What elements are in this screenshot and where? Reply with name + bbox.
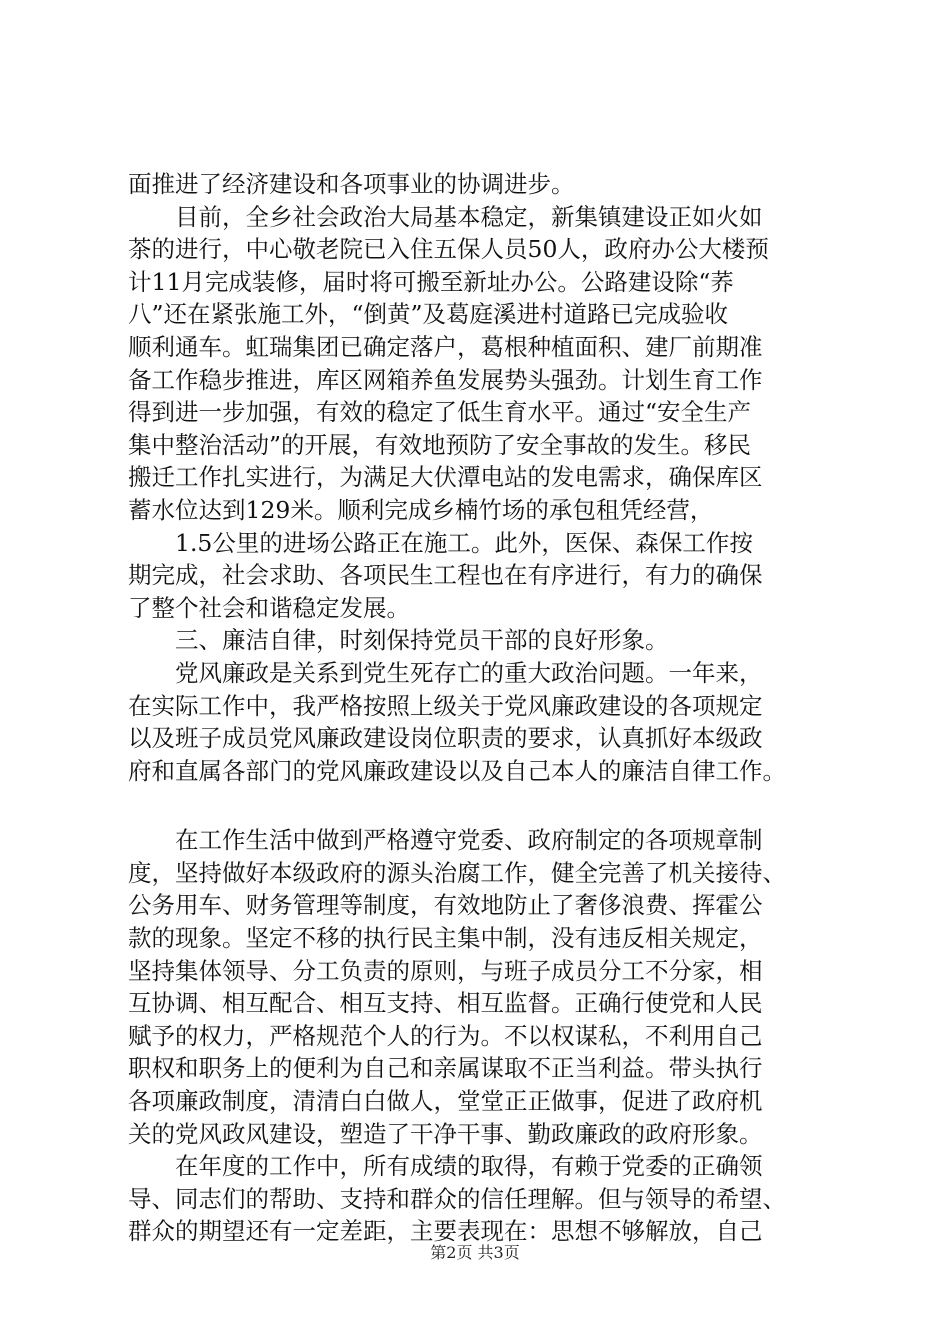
- text-line: 计11月完成装修，届时将可搬至新址办公。公路建设除“荞: [128, 267, 734, 296]
- paragraph-spacer: [128, 787, 833, 824]
- text-line: 在年度的工作中，所有成绩的取得，有赖于党委的正确领: [128, 1152, 763, 1181]
- page-number-footer: 第2页 共3页: [430, 1243, 520, 1262]
- text-line: 备工作稳步推进，库区网箱养鱼发展势头强劲。计划生育工作: [128, 365, 763, 394]
- text-line: 三、廉洁自律，时刻保持党员干部的良好形象。: [128, 626, 669, 655]
- paragraph-3: [128, 527, 833, 625]
- text-line: 顺利通车。虹瑞集团已确定落户，葛根种植面积、建厂前期准: [128, 332, 763, 361]
- text-line: 党风廉政是关系到党生死存亡的重大政治问题。一年来，: [128, 658, 763, 687]
- text-line: 了整个社会和谐稳定发展。: [128, 593, 410, 622]
- text-line: 集中整治活动”的开展，有效地预防了安全事故的发生。移民: [128, 430, 752, 459]
- text-line: 坚持集体领导、分工负责的原则，与班子成员分工不分家，相: [128, 956, 763, 985]
- text-line: 1.5公里的进场公路正在施工。此外，医保、森保工作按: [128, 528, 753, 557]
- section-heading: [128, 624, 833, 657]
- text-line: 款的现象。坚定不移的执行民主集中制，没有违反相关规定，: [128, 924, 763, 953]
- paragraph-1: [128, 168, 833, 201]
- text-line: 职权和职务上的便利为自己和亲属谋取不正当利益。带头执行: [128, 1054, 763, 1083]
- paragraph-5: [128, 824, 833, 1150]
- text-line: 导、同志们的帮助、支持和群众的信任理解。但与领导的希望、: [128, 1184, 786, 1213]
- text-line: 搬迁工作扎实进行，为满足大伏潭电站的发电需求，确保库区: [128, 463, 763, 492]
- text-line: 在工作生活中做到严格遵守党委、政府制定的各项规章制: [128, 826, 763, 855]
- paragraph-4: [128, 657, 833, 787]
- text-line: 茶的进行，中心敬老院已入住五保人员50人，政府办公大楼预: [128, 235, 769, 264]
- text-line: 以及班子成员党风廉政建设岗位职责的要求，认真抓好本级政: [128, 724, 763, 753]
- text-line: 关的党风政风建设，塑造了干净干事、勤政廉政的政府形象。: [128, 1119, 763, 1148]
- text-line: 各项廉政制度，清清白白做人，堂堂正正做事，促进了政府机: [128, 1087, 763, 1116]
- text-line: 面推进了经济建设和各项事业的协调进步。: [128, 170, 575, 198]
- text-line: 在实际工作中，我严格按照上级关于党风廉政建设的各项规定: [128, 691, 763, 720]
- text-line: 八”还在紧张施工外，“倒黄”及葛庭溪进村道路已完成验收: [128, 300, 729, 329]
- text-line: 目前，全乡社会政治大局基本稳定，新集镇建设正如火如: [128, 202, 763, 231]
- paragraph-2: [128, 201, 833, 527]
- document-body: [128, 168, 833, 1248]
- text-line: 度，坚持做好本级政府的源头治腐工作，健全完善了机关接待、: [128, 858, 786, 887]
- text-line: 蓄水位达到129米。顺利完成乡楠竹场的承包租凭经营，: [128, 495, 714, 524]
- text-line: 公务用车、财务管理等制度，有效地防止了奢侈浪费、挥霍公: [128, 891, 763, 920]
- paragraph-6: [128, 1150, 833, 1248]
- text-line: 期完成，社会求助、各项民生工程也在有序进行，有力的确保: [128, 561, 763, 590]
- text-line: 得到进一步加强，有效的稳定了低生育水平。通过“安全生产: [128, 398, 752, 427]
- text-line: 赋予的权力，严格规范个人的行为。不以权谋私，不利用自己: [128, 1021, 763, 1050]
- text-line: 群众的期望还有一定差距，主要表现在：思想不够解放，自己: [128, 1217, 763, 1246]
- text-line: 府和直属各部门的党风廉政建设以及自己本人的廉洁自律工作。: [128, 756, 786, 785]
- text-line: 互协调、相互配合、相互支持、相互监督。正确行使党和人民: [128, 989, 763, 1018]
